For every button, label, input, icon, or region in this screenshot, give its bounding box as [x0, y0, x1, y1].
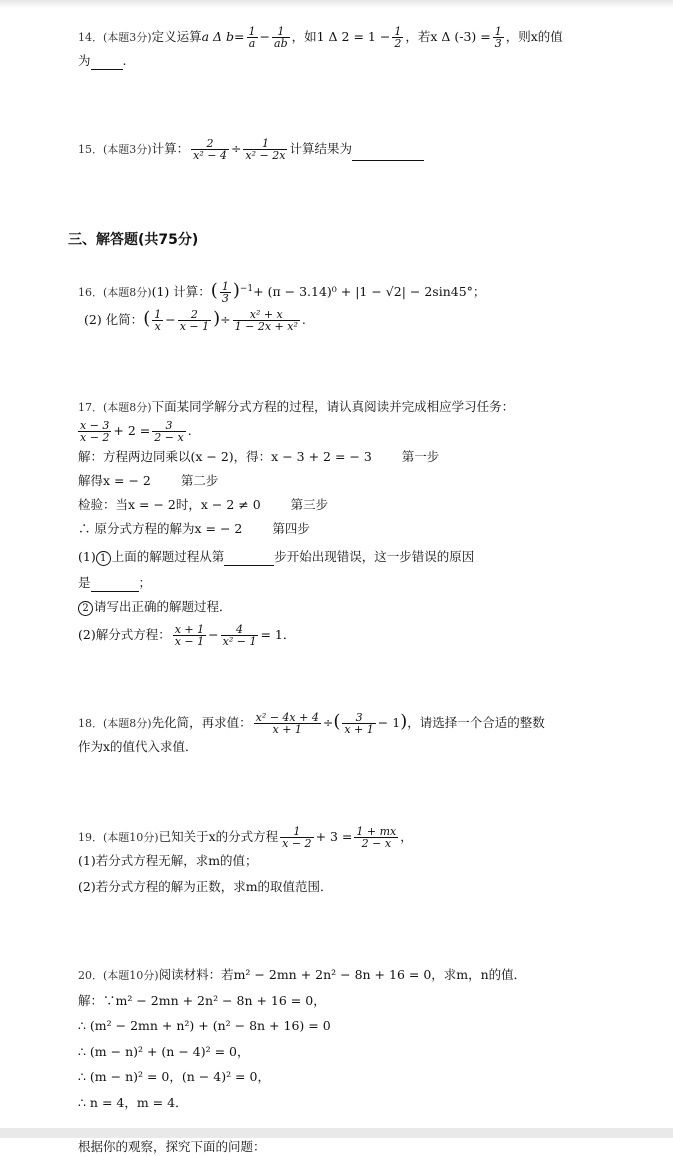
q17-step2 — [78, 472, 218, 490]
q16-p2-frac-2-num: 2 — [178, 309, 211, 321]
q16-base-den: 3 — [221, 292, 229, 306]
q20-sol-line2: ∴ (m² − 2mn + n²) + (n² − 8n + 16) = 0 — [78, 1018, 331, 1033]
q17-step-blank[interactable] — [224, 553, 274, 566]
q14-frac-2 — [272, 26, 290, 49]
q18-paren-open: ( — [333, 711, 341, 732]
q18-frac-1-den: x + 1 — [272, 723, 302, 736]
q18-tail: ，请选择一个合适的整数 — [407, 715, 545, 730]
q16-p2-frac-2 — [178, 309, 211, 332]
q14-period: . — [122, 53, 127, 68]
q14-answer-blank[interactable] — [91, 57, 123, 70]
q16-p2-frac-3 — [233, 309, 300, 332]
q17-t3-end: = 1． — [260, 627, 296, 642]
q15-lead: 计算： — [151, 141, 190, 156]
q17-reason-blank[interactable] — [91, 579, 139, 592]
q16-p2-frac-3-den: 1 − 2x + x² — [234, 320, 298, 333]
q18-line2-text: 作为x的值代入求值． — [78, 739, 198, 754]
q20-sol-line5: ∴ n = 4，m = 4． — [78, 1095, 188, 1110]
q16-p2-end: . — [301, 312, 306, 327]
q19-part1: (1)若分式方程无解，求m的值； — [78, 853, 258, 868]
q20-lead: 阅读材料：若m² − 2mn + 2n² − 8n + 16 = 0，求m，n的值． — [158, 967, 527, 982]
q18-frac-2-num: 3 — [342, 712, 375, 724]
q17-task1 — [78, 548, 474, 566]
q18-frac-2 — [342, 712, 375, 735]
q15-frac-1-num: 2 — [191, 138, 229, 150]
q17-reason-end: ； — [138, 575, 152, 590]
q17-step4 — [78, 520, 310, 538]
q17-eq-end: . — [187, 423, 192, 438]
q19-frac-1-num: 1 — [280, 826, 313, 838]
q17-lead: 下面某同学解分式方程的过程，请认真阅读并完成相应学习任务： — [151, 399, 515, 414]
q14-frac-2-num: 1 — [272, 26, 290, 38]
q20-sol-line3: ∴ (m − n)² + (n − 4)² = 0， — [78, 1044, 250, 1059]
q18-paren-close: ) — [400, 711, 408, 732]
q19-part2: (2)若分式方程的解为正数，求m的取值范围． — [78, 879, 333, 894]
q16-p2-frac-2-den: x − 1 — [179, 320, 210, 333]
q16-paren-open: ( — [210, 280, 218, 302]
q17-task1-prefix: (1) — [78, 549, 96, 564]
q19-line1 — [78, 826, 413, 849]
q14-answer-label: 为 — [78, 53, 91, 68]
q20-sol-line1: 解：∵m² − 2mn + 2n² − 8n + 16 = 0， — [78, 993, 326, 1008]
q17-step3-tag: 第三步 — [290, 497, 329, 512]
q18-frac-1 — [254, 712, 321, 735]
q16-exponent: −1 — [239, 284, 254, 294]
q17-t3-frac-1-num: x + 1 — [174, 623, 205, 636]
q17-t3-minus: − — [208, 627, 219, 642]
q14-frac-1 — [247, 26, 258, 49]
q19-frac-2-den: 2 − x — [361, 837, 392, 850]
q14-frac-4 — [493, 26, 504, 49]
q15-frac-2 — [243, 138, 287, 161]
q15-tail: 计算结果为 — [289, 141, 352, 156]
q15-frac-2-num: 1 — [243, 138, 287, 150]
q17-step2-text: 解得x = − 2 — [78, 473, 151, 488]
q16-paren-close: ) — [232, 280, 240, 302]
q17-task2 — [78, 598, 232, 616]
q16-p2-frac-1-num: 1 — [154, 308, 162, 321]
q17-step2-tag: 第二步 — [180, 473, 219, 488]
q14-frac-1-den: a — [248, 37, 256, 50]
q17-task1-text-b: 步开始出现错误，这一步错误的原因 — [274, 549, 475, 564]
q18-line2 — [78, 738, 198, 756]
q17-step3-text: 检验：当x = − 2时，x − 2 ≠ 0 — [78, 497, 261, 512]
q16-line1 — [78, 280, 485, 304]
q17-step1 — [78, 448, 439, 466]
q17-eq-frac-2-num: 3 — [152, 420, 185, 432]
q18-line1 — [78, 712, 545, 735]
q17-equation — [78, 420, 192, 443]
q14-lead: 定义运算 — [151, 29, 202, 44]
q16-base-frac — [220, 281, 231, 304]
q14-minus: − — [259, 29, 271, 44]
q17-task2-circle: 2 — [78, 601, 93, 616]
q14-eq: = — [234, 29, 245, 44]
q14-condition: ，若x Δ (-3) = — [405, 29, 491, 44]
q17-task3-label: (2)解分式方程： — [78, 627, 171, 642]
q14-line1 — [78, 26, 563, 49]
q16-line2 — [84, 309, 306, 332]
q18-frac-2-den: x + 1 — [344, 723, 374, 736]
q15-frac-2-den: x² − 2x — [245, 149, 286, 162]
q14-frac-3-num: 1 — [394, 25, 402, 38]
next-page-text: 根据你的观察，探究下面的问题： — [78, 1139, 266, 1154]
q15-answer-blank[interactable] — [352, 148, 424, 161]
q14-frac-2-den: ab — [274, 37, 288, 50]
q19-frac-2-num: 1 + mx — [356, 825, 397, 838]
q14-op: a Δ b — [201, 29, 235, 44]
q14-line2 — [78, 52, 127, 70]
q17-number: 17．(本题8分) — [78, 401, 152, 414]
q14-frac-4-den: 3 — [494, 37, 502, 50]
q20-sol-line4: ∴ (m − n)² = 0，(n − 4)² = 0， — [78, 1069, 270, 1084]
q16-part1-label: (1) 计算： — [151, 284, 211, 300]
q16-p2-div: ÷ — [220, 312, 231, 327]
q17-t3-frac-2-den: x² − 1 — [222, 635, 257, 648]
q17-reason-label: 是 — [78, 575, 91, 590]
q16-p2-frac-1-den: x — [154, 320, 161, 333]
q18-number: 18．(本题8分) — [78, 717, 152, 730]
q14-frac-3-den: 2 — [394, 37, 402, 50]
q17-eq-frac-1-num: x − 3 — [80, 419, 110, 432]
q14-frac-1-num: 1 — [248, 25, 256, 38]
q16-number: 16．(本题8分) — [78, 286, 152, 300]
q15-frac-1-den: x² − 4 — [193, 149, 227, 162]
q14-tail: ，则x的值 — [505, 29, 563, 44]
q18-lead: 先化简，再求值： — [151, 715, 252, 730]
q15-frac-1 — [191, 138, 229, 161]
q16-p2-paren-close: ) — [213, 308, 221, 329]
q14-frac-4-num: 1 — [494, 25, 502, 38]
q18-frac-1-num: x² − 4x + 4 — [255, 711, 319, 724]
q17-step4-tag: 第四步 — [272, 521, 310, 536]
q17-t3-frac-2-num: 4 — [221, 624, 259, 636]
q14-number: 14．(本题3分) — [78, 31, 152, 44]
q16-base-num: 1 — [221, 280, 229, 294]
q17-step3 — [78, 496, 328, 514]
page-top-shadow — [0, 0, 673, 8]
q14-frac-3 — [392, 26, 403, 49]
q17-eq-frac-2 — [152, 420, 185, 443]
q17-task3 — [78, 624, 295, 647]
q15-div: ÷ — [230, 141, 242, 156]
q15-number: 15．(本题3分) — [78, 143, 152, 156]
q16-p2-minus: − — [165, 312, 176, 327]
q20-number: 20．(本题10分) — [78, 969, 159, 982]
q17-line1 — [78, 398, 514, 417]
q17-t3-frac-2 — [221, 624, 259, 647]
q17-step1-text: 解：方程两边同乘以(x − 2)，得：x − 3 + 2 = − 3 — [78, 449, 372, 464]
q19-number: 19．(本题10分) — [78, 831, 159, 844]
q17-task1-text-a: 上面的解题过程从第 — [111, 549, 225, 564]
q17-t3-frac-1-den: x − 1 — [174, 635, 205, 648]
section-heading: 三、解答题(共75分) — [68, 232, 199, 248]
q19-frac-1 — [280, 826, 313, 849]
q17-task1-circle: 1 — [96, 551, 111, 566]
q17-task1-line2 — [78, 574, 151, 592]
q17-eq-frac-1-den: x − 2 — [80, 431, 110, 444]
q16-part1-rest: + (π − 3.14)⁰ + |1 − √2| − 2sin45°； — [253, 284, 486, 300]
q14-example: ，如1 Δ 2 = 1 − — [291, 29, 391, 44]
q16-p2-paren-open: ( — [143, 308, 151, 329]
q19-mid: + 3 = — [315, 829, 353, 844]
q17-step4-text: ∴ 原分式方程的解为x = − 2 — [78, 521, 243, 536]
q17-task2-text: 请写出正确的解题过程． — [94, 599, 232, 614]
q15-line — [78, 138, 424, 161]
q17-eq-frac-1 — [78, 420, 111, 443]
q17-t3-frac-1 — [173, 624, 206, 647]
q16-part2-label: (2) 化简： — [84, 312, 144, 327]
q17-eq-mid: + 2 = — [113, 423, 151, 438]
q19-frac-2 — [354, 826, 398, 849]
q18-paren-tail: − 1 — [377, 715, 401, 730]
q17-step1-tag: 第一步 — [401, 449, 440, 464]
q20-line1 — [78, 966, 526, 985]
q19-frac-1-den: x − 2 — [282, 837, 312, 850]
q18-div: ÷ — [322, 715, 334, 730]
page-break — [0, 1128, 673, 1138]
q16-p2-frac-1 — [152, 309, 163, 332]
q19-lead: 已知关于x的分式方程 — [158, 829, 279, 844]
q16-p2-frac-3-num: x² + x — [233, 309, 300, 321]
q19-end: ， — [400, 829, 413, 844]
q17-eq-frac-2-den: 2 − x — [154, 431, 184, 444]
